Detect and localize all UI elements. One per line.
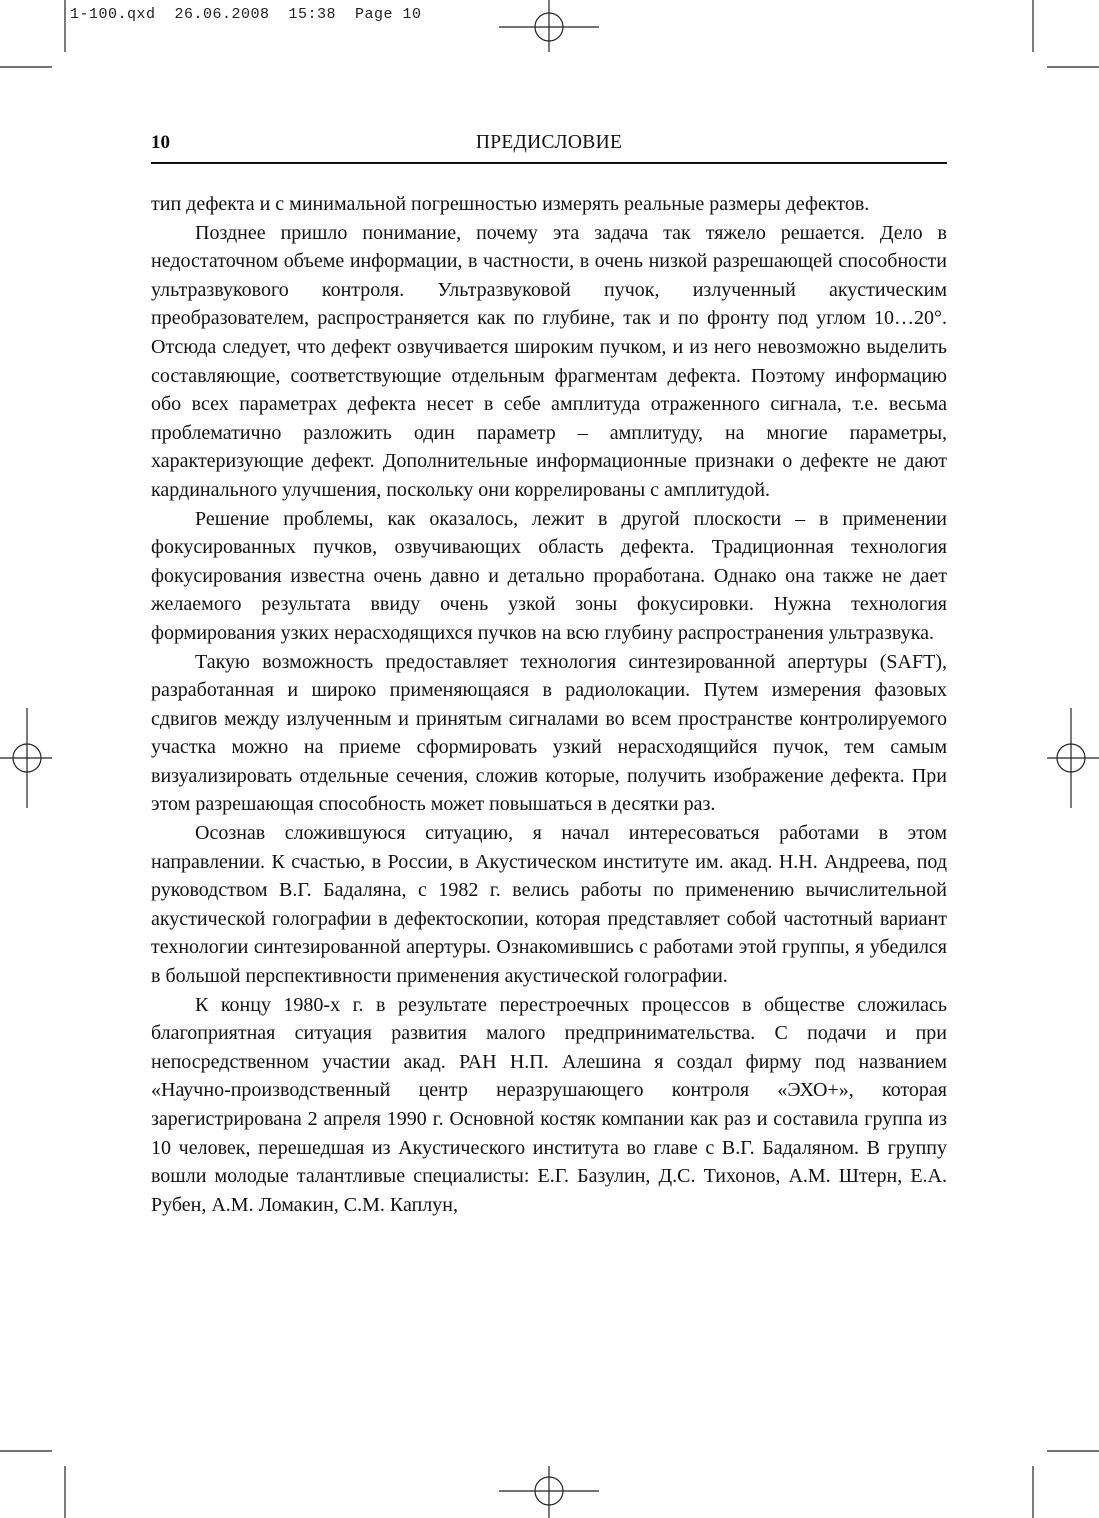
- registration-mark-bottom: [499, 1466, 599, 1518]
- paragraph: Осознав сложившуюся ситуацию, я начал интересоваться работами в этом направлении. К счастью, в России, в Акустическом институте им. акад. Н.Н. Андреева, под руководством В.Г. Бадаляна, с 1982 г. велись работы по применению вычислительной акустической голографии в дефектоскопии, которая представляет собой частотный вариант технологии синтезированной апертуры. Ознакомившись с работами этой группы, я убедился в большой перспективности применения акустической голографии.: [151, 822, 947, 988]
- registration-mark-top: [499, 0, 599, 52]
- header-rule: [151, 162, 947, 164]
- paragraph-continued: тип дефекта и с минимальной погрешностью измерять реальные размеры дефектов.: [151, 193, 870, 215]
- print-slug: 1-100.qxd 26.06.2008 15:38 Page 10: [70, 6, 422, 23]
- paragraph: Позднее пришло понимание, почему эта задача так тяжело решается. Дело в недостаточном объеме информации, в частности, в очень низкой разрешающей способности ультразвукового контроля. Ультразвуковой пучок, излученный акустическим преобразователем, распространяется как по глубине, так и по фронту под углом 10…20°. Отсюда следует, что дефект озвучивается широким пучком, и из него невозможно выделить составляющие, соответствующие отдельным фрагментам дефекта. Поэтому информацию обо всех параметрах дефекта несет в себе амплитуда отраженного сигнала, т.е. весьма проблематично разложить один параметр – амплитуду, на многие параметры, характеризующие дефект. Дополнительные информационные признаки о дефекте не дают кардинального улучшения, поскольку они коррелированы с амплитудой.: [151, 221, 947, 501]
- registration-mark-left: [0, 708, 52, 808]
- page-number: 10: [151, 132, 170, 153]
- paragraph: К концу 1980-х г. в результате перестроечных процессов в обществе сложилась благоприятная ситуация развития малого предпринимательства. С подачи и при непосредственном участии акад. РАН Н.П. Алешина я создал фирму под названием «Научно-производственный центр неразрушающего контроля «ЭХО+», которая зарегистрирована 2 апреля 1990 г. Основной костяк компании как раз и составила группа из 10 человек, перешедшая из Акустического института во главе с В.Г. Бадаляном. В группу вошли молодые талантливые специалисты: Е.Г. Базулин, Д.С. Тихонов, А.М. Штерн, Е.А. Рубен, А.М. Ломакин, С.М. Каплун,: [151, 993, 947, 1216]
- running-head: ПРЕДИСЛОВИЕ: [475, 132, 623, 153]
- paragraph: Такую возможность предоставляет технология синтезированной апертуры (SAFT), разработанная и широко применяющаяся в радиолокации. Путем измерения фазовых сдвигов между излученным и принятым сигналами во всем пространстве контролируемого участка можно на приеме сформировать узкий нерасходящийся пучок, тем самым визуализировать отдельные сечения, сложив которые, получить изображение дефекта. При этом разрешающая способность может повышаться в десятки раз.: [151, 650, 947, 816]
- body-text: [151, 190, 947, 1219]
- paragraph: Решение проблемы, как оказалось, лежит в другой плоскости – в применении фокусированных пучков, озвучивающих область дефекта. Традиционная технология фокусирования известна очень давно и детально проработана. Однако она также не дает желаемого результата ввиду очень узкой зоны фокусировки. Нужна технология формирования узких нерасходящихся пучков на всю глубину распространения ультразвука.: [151, 507, 947, 644]
- registration-mark-right: [1047, 708, 1099, 808]
